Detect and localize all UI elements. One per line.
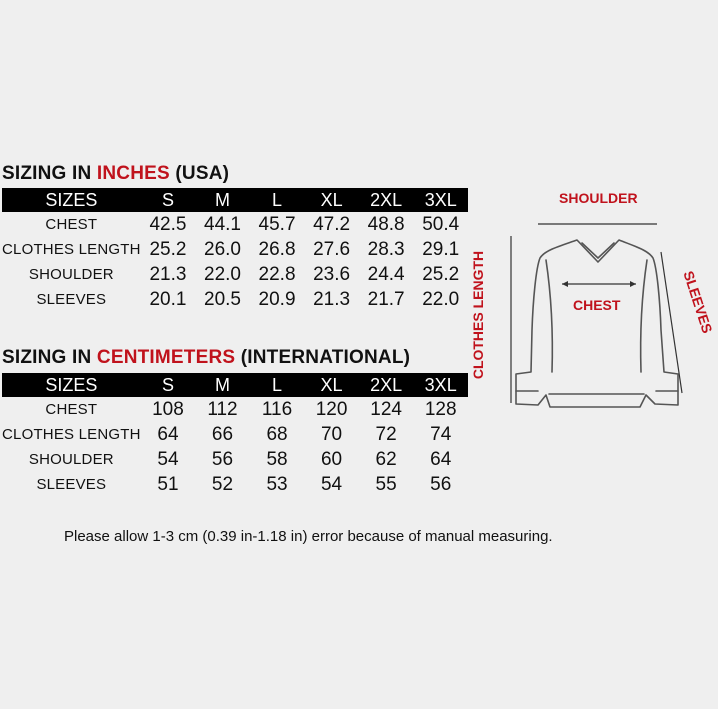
table-cell: 26.0 — [204, 238, 241, 260]
header-cell-l: L — [250, 188, 305, 212]
centimeters-title-prefix: SIZING IN — [2, 347, 97, 368]
row-label-chest: CHEST — [45, 216, 98, 233]
table-cell: 64 — [430, 448, 452, 470]
header-cell-m: M — [195, 373, 250, 397]
table-cell: 55 — [375, 473, 397, 495]
inches-title-prefix: SIZING IN — [2, 163, 97, 184]
table-cell: 48.8 — [367, 213, 405, 235]
row-label-shoulder: SHOULDER — [28, 451, 114, 468]
table-cell: 53 — [266, 473, 288, 495]
header-cell-sizes: SIZES — [2, 373, 141, 397]
table-cell: 60 — [320, 448, 343, 470]
shoulder-label: SHOULDER — [559, 190, 638, 206]
table-cell: 22.8 — [258, 263, 296, 285]
table-cell: 21.7 — [367, 288, 405, 310]
table-cell: 27.6 — [313, 238, 351, 260]
table-cell: 52 — [211, 473, 234, 495]
table-cell: 44.1 — [204, 213, 241, 235]
table-cell: 45.7 — [258, 213, 296, 235]
table-cell: 62 — [375, 448, 397, 470]
header-cell-xl: XL — [304, 188, 359, 212]
table-cell: 25.2 — [149, 238, 187, 260]
header-cell-3xl: 3XL — [413, 188, 468, 212]
table-cell: 25.2 — [422, 263, 460, 285]
table-cell: 68 — [266, 423, 288, 445]
header-cell-l: L — [250, 373, 305, 397]
header-cell-xl: XL — [304, 373, 359, 397]
table-cell: 66 — [211, 423, 234, 445]
table-cell: 112 — [207, 398, 238, 420]
clothes-length-label: CLOTHES LENGTH — [470, 250, 486, 380]
row-label-sleeves: SLEEVES — [36, 476, 107, 493]
header-cell-s: S — [141, 188, 196, 212]
table-cell: 23.6 — [313, 263, 351, 285]
table-cell: 72 — [375, 423, 397, 445]
table-cell: 124 — [370, 398, 402, 420]
table-cell: 58 — [266, 448, 288, 470]
table-cell: 120 — [315, 398, 348, 420]
table-cell: 51 — [157, 473, 179, 495]
chest-arrow-left-icon — [562, 281, 568, 287]
table-cell: 29.1 — [422, 238, 460, 260]
inches-title-suffix: (USA) — [169, 163, 230, 184]
table-cell: 64 — [157, 423, 179, 445]
measurement-note: Please allow 1-3 cm (0.39 in-1.18 in) error because of manual measuring. — [64, 528, 553, 545]
table-cell: 20.1 — [149, 288, 187, 310]
table-cell: 74 — [430, 423, 452, 445]
table-cell: 47.2 — [313, 213, 351, 235]
table-cell: 21.3 — [313, 288, 351, 310]
row-label-shoulder: SHOULDER — [28, 266, 114, 283]
header-cell-2xl: 2XL — [359, 188, 414, 212]
header-cell-s: S — [141, 373, 196, 397]
centimeters-title-accent: CENTIMETERS — [96, 347, 236, 368]
header-cell-2xl: 2XL — [359, 373, 414, 397]
chest-arrow-right-icon — [630, 281, 636, 287]
table-cell: 20.9 — [258, 288, 296, 310]
row-label-clothes-length: CLOTHES LENGTH — [2, 241, 141, 258]
table-cell: 26.8 — [258, 238, 296, 260]
sweater-outline-icon — [516, 240, 678, 407]
table-cell: 28.3 — [367, 238, 405, 260]
table-cell: 21.3 — [149, 263, 187, 285]
header-cell-sizes: SIZES — [2, 188, 141, 212]
table-cell: 54 — [157, 448, 179, 470]
table-cell: 22.0 — [422, 288, 460, 310]
table-cell: 70 — [320, 423, 343, 445]
table-cell: 56 — [211, 448, 234, 470]
table-cell: 128 — [424, 398, 457, 420]
table-cell: 116 — [261, 398, 293, 420]
table-cell: 24.4 — [367, 263, 405, 285]
inches-title-accent: INCHES — [96, 163, 170, 184]
table-cell: 50.4 — [422, 213, 460, 235]
row-label-clothes-length: CLOTHES LENGTH — [2, 426, 141, 443]
chest-label: CHEST — [573, 297, 621, 313]
header-cell-3xl: 3XL — [413, 373, 468, 397]
table-cell: 42.5 — [149, 213, 187, 235]
table-cell: 56 — [430, 473, 452, 495]
table-cell: 54 — [320, 473, 343, 495]
measurement-lines — [511, 224, 682, 403]
row-label-chest: CHEST — [45, 401, 98, 418]
centimeters-title-suffix: (INTERNATIONAL) — [235, 347, 411, 368]
row-label-sleeves: SLEEVES — [36, 291, 107, 308]
sleeves-label: SLEEVES — [680, 268, 716, 336]
header-cell-m: M — [195, 188, 250, 212]
table-cell: 20.5 — [204, 288, 241, 310]
table-cell: 108 — [152, 398, 184, 420]
table-cell: 22.0 — [204, 263, 241, 285]
